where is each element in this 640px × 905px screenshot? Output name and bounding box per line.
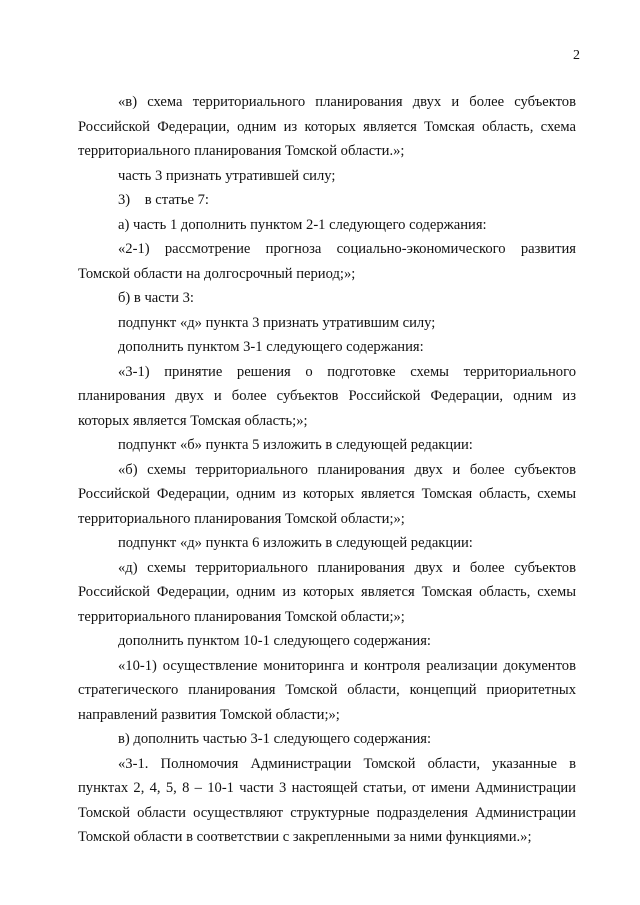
page-number: 2 (573, 48, 580, 63)
paragraph-3: 3) в статье 7: (118, 192, 209, 208)
paragraph-5: «2-1) рассмотрение прогноза социально-экономического развития Томской области на долгосрочный период;»; (78, 241, 576, 282)
paragraph-10: подпункт «б» пункта 5 изложить в следующей редакции: (118, 437, 473, 453)
paragraph-15: «10-1) осуществление мониторинга и контроля реализации документов стратегического планирования Томской области, концепций приоритетных направлений развития Томской области;»; (78, 657, 576, 723)
paragraph-6: б) в части 3: (118, 290, 194, 306)
paragraph-9: «3-1) принятие решения о подготовке схемы территориального планирования двух и более субъектов Российской Федерации, одним из которых является Томская область;»; (78, 363, 576, 429)
paragraph-16: в) дополнить частью 3-1 следующего содержания: (118, 731, 432, 747)
paragraph-12: подпункт «д» пункта 6 изложить в следующей редакции: (118, 535, 473, 551)
paragraph-4: а) часть 1 дополнить пунктом 2-1 следующего содержания: (118, 216, 487, 233)
paragraph-13: «д) схемы территориального планирования двух и более субъектов Российской Федерации, одним из которых является Томская область, схемы территориального планирования Томской области;»; (78, 559, 576, 625)
paragraph-2: часть 3 признать утратившей силу; (118, 167, 336, 184)
paragraph-14: дополнить пунктом 10-1 следующего содержания: (118, 633, 431, 649)
document-body (78, 90, 576, 850)
paragraph-8: дополнить пунктом 3-1 следующего содержания: (118, 339, 424, 355)
paragraph-7: подпункт «д» пункта 3 признать утратившим силу; (118, 314, 436, 331)
paragraph-11: «б) схемы территориального планирования двух и более субъектов Российской Федерации, одним из которых является Томская область, схемы территориального планирования Томской области;»; (78, 461, 576, 527)
paragraph-17: «3-1. Полномочия Администрации Томской области, указанные в пунктах 2, 4, 5, 8 – 10-1 части 3 настоящей статьи, от имени Администрации Томской области осуществляют структурные подразделения Администрации Томской области в соответствии с закрепленными за ними функциями.»; (78, 755, 576, 845)
paragraph-1: «в) схема территориального планирования двух и более субъектов Российской Федерации, одним из которых является Томская область, схема территориального планирования Томской области.»; (78, 94, 576, 159)
